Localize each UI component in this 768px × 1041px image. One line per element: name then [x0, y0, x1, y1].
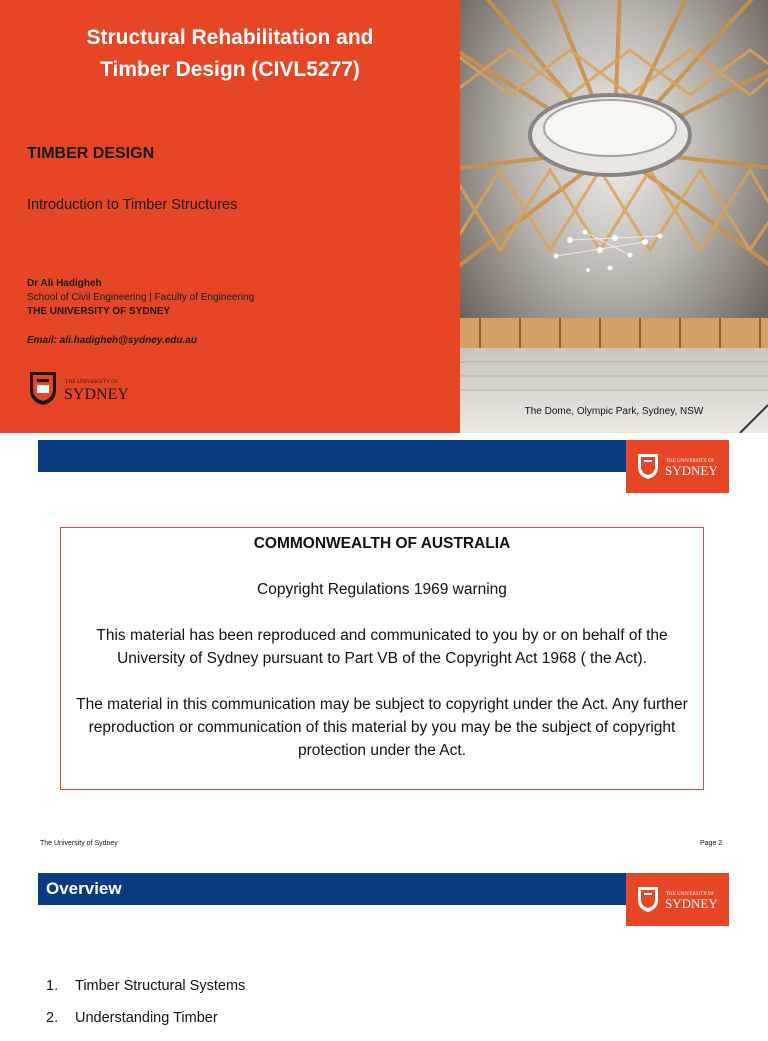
title-panel — [0, 0, 460, 433]
university-logo — [626, 873, 729, 926]
list-item-text: Timber Structural Systems — [75, 978, 246, 994]
list-item — [46, 977, 245, 1009]
university-logo — [28, 370, 138, 406]
copyright-heading: COMMONWEALTH OF AUSTRALIA — [253, 535, 511, 552]
logo-small-text: THE UNIVERSITY OF — [666, 892, 715, 897]
author-university: THE UNIVERSITY OF SYDNEY — [27, 306, 171, 317]
dome-interior-image — [460, 0, 768, 433]
logo-small-text: THE UNIVERSITY OF — [65, 379, 119, 385]
title-slide — [0, 0, 768, 433]
author-email: Email: ali.hadigheh@sydney.edu.au — [27, 335, 197, 346]
logo-small-text: THE UNIVERSITY OF — [666, 459, 715, 464]
slide2-logo-box — [626, 440, 729, 493]
overview-title: Overview — [46, 879, 122, 898]
lecture-subtitle: Introduction to Timber Structures — [27, 197, 238, 213]
author-name: Dr Ali Hadigheh — [27, 278, 102, 289]
author-block — [27, 277, 254, 319]
image-caption: The Dome, Olympic Park, Sydney, NSW — [524, 406, 704, 417]
copyright-paragraph-1: This material has been reproduced and communicated to you by or on behalf of the University of Sydney pursuant to Part VB of the Copyright Act 1968 ( the Act). — [96, 627, 668, 667]
copyright-notice — [60, 527, 704, 790]
copyright-paragraph-2: The material in this communication may be subject to copyright under the Act. Any further reproduction or communication of this material by you may be the subject of copyright protection under the Act. — [76, 696, 688, 759]
slide3-header-bar — [38, 873, 626, 905]
footer-university: The University of Sydney — [40, 840, 118, 847]
list-item-text: Understanding Timber — [75, 1010, 218, 1026]
section-heading: TIMBER DESIGN — [27, 145, 155, 162]
slide3-logo-box — [626, 873, 729, 926]
dome-photo — [460, 0, 768, 433]
list-item — [46, 1009, 245, 1041]
overview-list — [46, 977, 245, 1041]
course-title-line1: Structural Rehabilitation and — [86, 26, 374, 49]
university-logo — [626, 440, 729, 493]
author-department: School of Civil Engineering | Faculty of Engineering — [27, 292, 255, 303]
course-title — [40, 22, 420, 86]
page-number: Page 2 — [700, 840, 723, 847]
list-item-number: 1. — [46, 978, 59, 994]
logo-big-text: SYDNEY — [665, 896, 718, 911]
logo-big-text: SYDNEY — [64, 386, 129, 403]
course-title-line2: Timber Design (CIVL5277) — [100, 58, 360, 81]
logo-big-text: SYDNEY — [665, 463, 718, 478]
list-item-number: 2. — [46, 1010, 59, 1026]
copyright-subheading: Copyright Regulations 1969 warning — [257, 581, 507, 598]
slide2-header-bar — [38, 440, 626, 472]
